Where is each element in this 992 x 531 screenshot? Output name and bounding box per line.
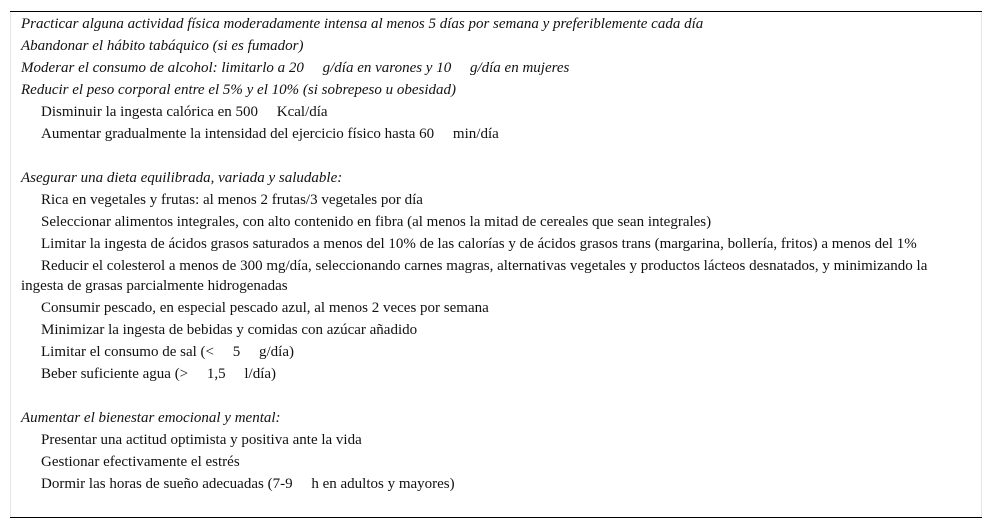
diet-item-water: Beber suficiente agua (> 1,5 l/día) xyxy=(41,366,277,382)
weight-item-exercise: Aumentar gradualmente la intensidad del ejercicio físico hasta 60 min/día xyxy=(41,126,499,142)
alcohol-recommendation: Moderar el consumo de alcohol: limitarlo a 20 g/día en varones y 10 g/día en mujeres xyxy=(21,60,570,76)
table-right-edge xyxy=(981,12,982,517)
physical-activity-recommendation: Practicar alguna actividad física moderadamente intensa al menos 5 días por semana y preferiblemente cada día xyxy=(21,16,704,32)
wellbeing-item-stress: Gestionar efectivamente el estrés xyxy=(41,454,240,470)
smoking-recommendation: Abandonar el hábito tabáquico (si es fumador) xyxy=(21,38,304,54)
spacer xyxy=(21,145,961,167)
recommendations-list xyxy=(21,13,961,495)
diet-item-cholesterol: Reducir el colesterol a menos de 300 mg/día, seleccionando carnes magras, alternativas vegetales y productos lácteos desnatados, y minimizando la ingesta de grasas parcialmente hidrogenadas xyxy=(21,258,928,294)
weight-recommendation: Reducir el peso corporal entre el 5% y el 10% (si sobrepeso u obesidad) xyxy=(21,82,457,98)
weight-item-calories: Disminuir la ingesta calórica en 500 Kcal/día xyxy=(41,104,328,120)
diet-item-vegetables: Rica en vegetales y frutas: al menos 2 frutas/3 vegetales por día xyxy=(41,192,423,208)
spacer xyxy=(21,385,961,407)
diet-item-whole-grains: Seleccionar alimentos integrales, con alto contenido en fibra (al menos la mitad de cereales que sean integrales) xyxy=(41,214,712,230)
diet-item-salt: Limitar el consumo de sal (< 5 g/día) xyxy=(41,344,294,360)
diet-item-sugar: Minimizar la ingesta de bebidas y comidas con azúcar añadido xyxy=(41,322,418,338)
wellbeing-item-attitude: Presentar una actitud optimista y positiva ante la vida xyxy=(41,432,362,448)
diet-item-fish: Consumir pescado, en especial pescado azul, al menos 2 veces por semana xyxy=(41,300,489,316)
wellbeing-heading: Aumentar el bienestar emocional y mental: xyxy=(21,410,281,426)
diet-heading: Asegurar una dieta equilibrada, variada y saludable: xyxy=(21,170,343,186)
wellbeing-item-sleep: Dormir las horas de sueño adecuadas (7-9 h en adultos y mayores) xyxy=(41,476,455,492)
table-left-edge xyxy=(10,12,11,517)
diet-item-fats: Limitar la ingesta de ácidos grasos saturados a menos del 10% de las calorías y de ácidos grasos trans (margarina, bollería, fritos) a menos del 1% xyxy=(41,236,917,252)
